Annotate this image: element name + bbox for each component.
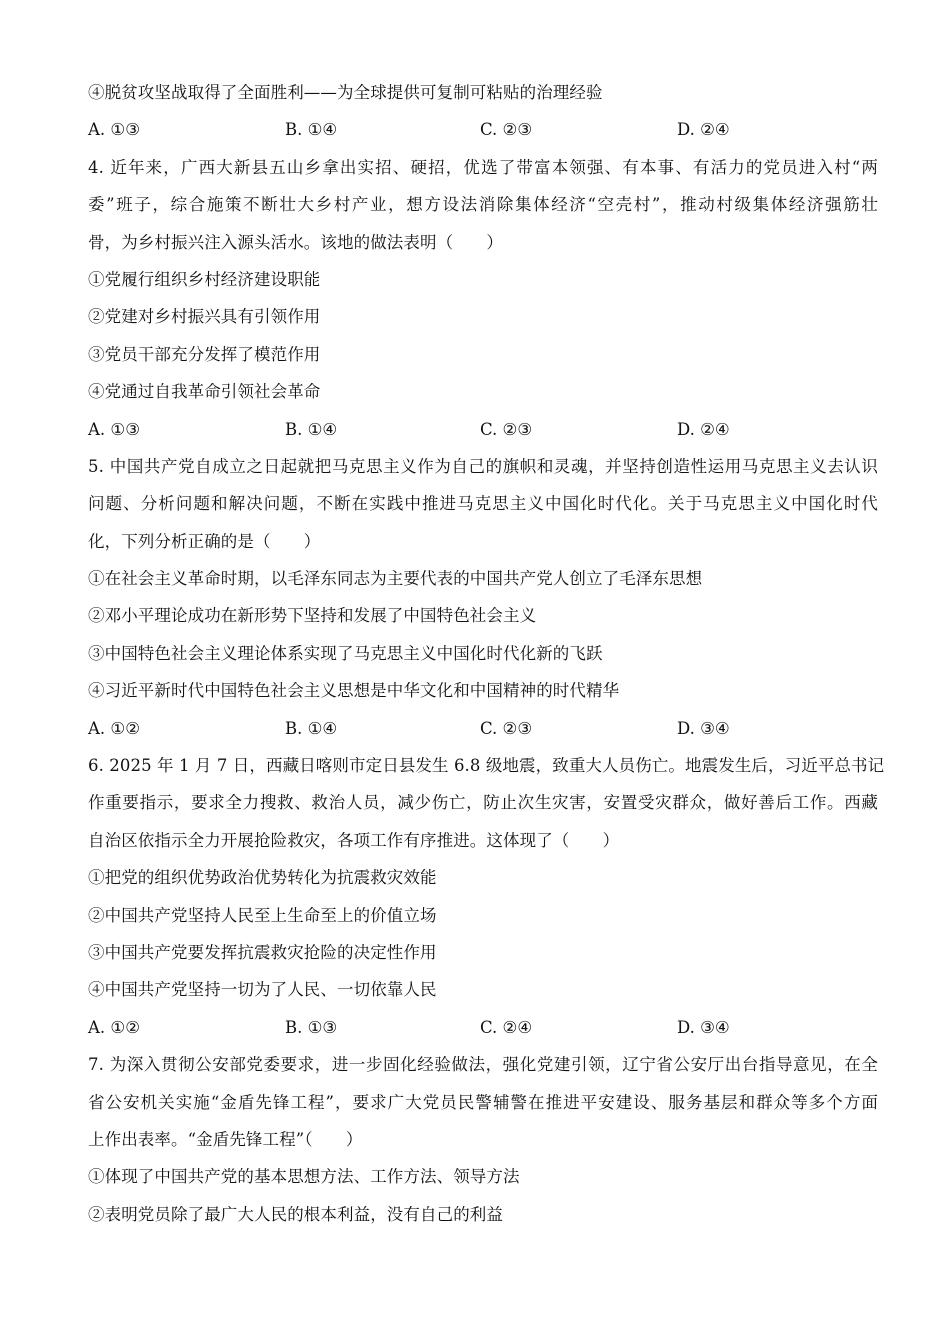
q3-options xyxy=(88,111,878,148)
q5-stem-line: 问题、分析问题和解决问题，不断在实践中推进马克思主义中国化时代化。关于马克思主义中国化时代 xyxy=(88,494,878,514)
q3-option-c[interactable]: C. ②③ xyxy=(480,120,533,140)
q7-stem-line: 上作出表率。“金盾先锋工程”（ ） xyxy=(88,1129,363,1149)
q6-stem-line: 作重要指示，要求全力搜救、救治人员，减少伤亡，防止次生灾害，安置受灾群众，做好善后工作。西藏 xyxy=(88,793,878,813)
q7-stem-line: 7. 为深入贯彻公安部党委要求，进一步固化经验做法，强化党建引领，辽宁省公安厅出台指导意见，在全 xyxy=(88,1055,878,1075)
q4-stem-line: 4. 近年来，广西大新县五山乡拿出实招、硬招，优选了带富本领强、有本事、有活力的党员进入村“两 xyxy=(88,157,878,177)
q3-option-a[interactable]: A. ①③ xyxy=(88,120,140,140)
q4-option-d[interactable]: D. ②④ xyxy=(677,419,730,439)
q4-option-c[interactable]: C. ②③ xyxy=(480,419,533,439)
q4-statement-1: ①党履行组织乡村经济建设职能 xyxy=(88,269,321,289)
q5-stem-line: 5. 中国共产党自成立之日起就把马克思主义作为自己的旗帜和灵魂，并坚持创造性运用马克思主义去认识 xyxy=(88,456,878,476)
q5-statement-2: ②邓小平理论成功在新形势下坚持和发展了中国特色社会主义 xyxy=(88,606,537,626)
q6-statement-2: ②中国共产党坚持人民至上生命至上的价值立场 xyxy=(88,905,437,925)
q4-option-a[interactable]: A. ①③ xyxy=(88,419,140,439)
q7-stem-line: 省公安机关实施“金盾先锋工程”，要求广大党员民警辅警在推进平安建设、服务基层和群众等多个方面 xyxy=(88,1092,878,1112)
q7-statement-1: ①体现了中国共产党的基本思想方法、工作方法、领导方法 xyxy=(88,1167,520,1187)
exam-page xyxy=(88,74,885,1233)
q6-option-c[interactable]: C. ②④ xyxy=(480,1017,533,1037)
q6-option-d[interactable]: D. ③④ xyxy=(677,1017,730,1037)
q5-statement-4: ④习近平新时代中国特色社会主义思想是中华文化和中国精神的时代精华 xyxy=(88,681,620,701)
q3-option-d[interactable]: D. ②④ xyxy=(677,120,730,140)
q6-option-b[interactable]: B. ①③ xyxy=(285,1017,338,1037)
q6-statement-4: ④中国共产党坚持一切为了人民、一切依靠人民 xyxy=(88,980,437,1000)
q5-options xyxy=(88,710,878,747)
q6-statement-1: ①把党的组织优势政治优势转化为抗震救灾效能 xyxy=(88,868,437,888)
q5-option-d[interactable]: D. ③④ xyxy=(677,718,730,738)
q5-option-c[interactable]: C. ②③ xyxy=(480,718,533,738)
q4-stem-line: 骨，为乡村振兴注入源头活水。该地的做法表明（ ） xyxy=(88,232,503,252)
q4-statement-2: ②党建对乡村振兴具有引领作用 xyxy=(88,307,321,327)
q4-statement-3: ③党员干部充分发挥了模范作用 xyxy=(88,344,321,364)
q5-statement-1: ①在社会主义革命时期，以毛泽东同志为主要代表的中国共产党人创立了毛泽东思想 xyxy=(88,569,703,589)
q4-options xyxy=(88,411,878,448)
q5-option-b[interactable]: B. ①④ xyxy=(285,718,338,738)
q3-statement-4: ④脱贫攻坚战取得了全面胜利——为全球提供可复制可粘贴的治理经验 xyxy=(88,83,603,102)
q6-option-a[interactable]: A. ①② xyxy=(88,1017,140,1037)
q4-option-b[interactable]: B. ①④ xyxy=(285,419,338,439)
q5-statement-3: ③中国特色社会主义理论体系实现了马克思主义中国化时代化新的飞跃 xyxy=(88,643,603,663)
q5-option-a[interactable]: A. ①② xyxy=(88,718,140,738)
q4-stem-line: 委”班子，综合施策不断壮大乡村产业，想方设法消除集体经济“空壳村”，推动村级集体经济强筋壮 xyxy=(88,195,878,215)
q3-option-b[interactable]: B. ①④ xyxy=(285,120,338,140)
q6-stem-line: 自治区依指示全力开展抢险救灾，各项工作有序推进。这体现了（ ） xyxy=(88,830,620,850)
q4-statement-4: ④党通过自我革命引领社会革命 xyxy=(88,382,321,402)
q6-stem-line: 6. 2025 年 1 月 7 日，西藏日喀则市定日县发生 6.8 级地震，致重大人员伤亡。地震发生后，习近平总书记 xyxy=(88,756,885,776)
q5-stem-line: 化，下列分析正确的是（ ） xyxy=(88,531,321,551)
q6-options xyxy=(88,1009,878,1046)
q7-statement-2: ②表明党员除了最广大人民的根本利益，没有自己的利益 xyxy=(88,1204,503,1224)
q6-statement-3: ③中国共产党要发挥抗震救灾抢险的决定性作用 xyxy=(88,942,437,962)
